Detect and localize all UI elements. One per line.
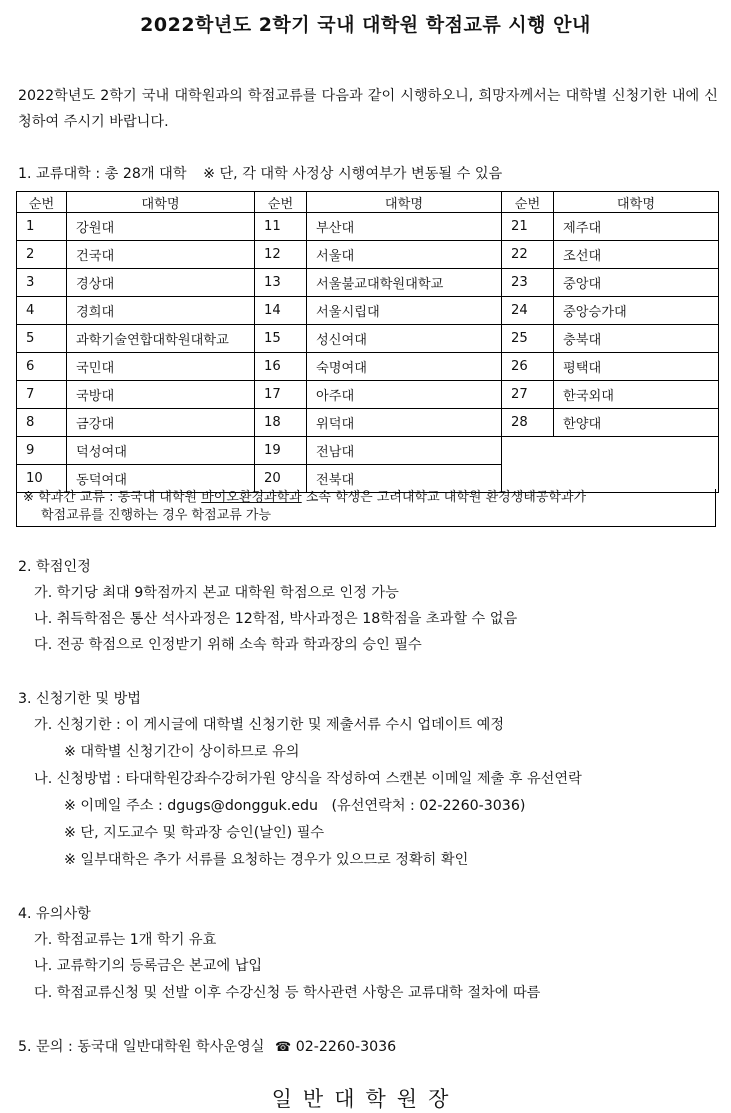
- university-no: 20: [255, 465, 307, 493]
- section3-item-a: 가. 신청기한 : 이 게시글에 대학별 신청기한 및 제출서류 수시 업데이트 예정: [34, 717, 505, 733]
- section4-item: 나. 교류학기의 등록금은 본교에 납입: [34, 958, 263, 974]
- university-name: 덕성여대: [67, 437, 255, 465]
- section2-heading: 2. 학점인정: [18, 559, 91, 575]
- table-note-prefix: ※ 학과간 교류 : 동국대 대학원: [23, 490, 202, 505]
- university-no: 23: [502, 269, 554, 297]
- university-no: 27: [502, 381, 554, 409]
- university-name: 국민대: [67, 353, 255, 381]
- section4-heading: 4. 유의사항: [18, 906, 91, 922]
- university-name: 강원대: [67, 213, 255, 241]
- university-name: 평택대: [554, 353, 719, 381]
- university-name: 금강대: [67, 409, 255, 437]
- university-no: 14: [255, 297, 307, 325]
- section3-email-note: ※ 이메일 주소 : dgugs@dongguk.edu (유선연락처 : 02-2260-3036): [64, 798, 526, 814]
- university-name: 건국대: [67, 241, 255, 269]
- table-row: [17, 381, 719, 409]
- university-no: 15: [255, 325, 307, 353]
- col-header-name: 대학명: [67, 192, 255, 213]
- university-name: 서울시립대: [307, 297, 502, 325]
- university-name: 동덕여대: [67, 465, 255, 493]
- table-row: [17, 269, 719, 297]
- university-no: 19: [255, 437, 307, 465]
- university-no: 9: [17, 437, 67, 465]
- table-row: [17, 213, 719, 241]
- page-title: 2022학년도 2학기 국내 대학원 학점교류 시행 안내: [140, 14, 591, 36]
- table-note: [16, 489, 716, 527]
- university-name: 서울대: [307, 241, 502, 269]
- university-no: 17: [255, 381, 307, 409]
- section5-heading: 5. 문의 : 동국대 일반대학원 학사운영실: [18, 1039, 265, 1055]
- col-header-no: 순번: [502, 192, 554, 213]
- contact-phone: 02-2260-3036: [295, 1039, 397, 1055]
- table-note-suffix: 소속 학생은 고려대학교 대학원 환경생태공학과가: [301, 490, 587, 505]
- university-no: 22: [502, 241, 554, 269]
- section3-extra-docs-note: ※ 일부대학은 추가 서류를 요청하는 경우가 있으므로 정확히 확인: [64, 852, 469, 868]
- university-no: 10: [17, 465, 67, 493]
- table-header-row: [17, 192, 719, 213]
- university-name: 중앙대: [554, 269, 719, 297]
- col-header-no: 순번: [255, 192, 307, 213]
- section5-contact: [18, 1036, 396, 1056]
- section2-item: 나. 취득학점은 통산 석사과정은 12학점, 박사과정은 18학점을 초과할 수 없음: [34, 611, 518, 627]
- university-no: 1: [17, 213, 67, 241]
- section2-item: 가. 학기당 최대 9학점까지 본교 대학원 학점으로 인정 가능: [34, 585, 399, 601]
- university-name: 경상대: [67, 269, 255, 297]
- university-name: 과학기술연합대학원대학교: [67, 325, 255, 353]
- university-name: 부산대: [307, 213, 502, 241]
- university-name: 중앙승가대: [554, 297, 719, 325]
- table-row: [17, 241, 719, 269]
- university-name: 경희대: [67, 297, 255, 325]
- university-no: 21: [502, 213, 554, 241]
- university-no: 24: [502, 297, 554, 325]
- university-no: 13: [255, 269, 307, 297]
- university-no: 5: [17, 325, 67, 353]
- university-name: 국방대: [67, 381, 255, 409]
- table-row: [17, 437, 719, 465]
- section3-item-b: 나. 신청방법 : 타대학원강좌수강허가원 양식을 작성하여 스캔본 이메일 제출 후 유선연락: [34, 771, 582, 787]
- section1-note: ※ 단, 각 대학 사정상 시행여부가 변동될 수 있음: [203, 166, 503, 182]
- university-name: 아주대: [307, 381, 502, 409]
- university-name: 성신여대: [307, 325, 502, 353]
- col-header-name: 대학명: [554, 192, 719, 213]
- university-name: 위덕대: [307, 409, 502, 437]
- university-name: 한양대: [554, 409, 719, 437]
- university-name: 전북대: [307, 465, 502, 493]
- university-no: 12: [255, 241, 307, 269]
- section2-item: 다. 전공 학점으로 인정받기 위해 소속 학과 학과장의 승인 필수: [34, 637, 422, 653]
- section3-approval-note: ※ 단, 지도교수 및 학과장 승인(날인) 필수: [64, 825, 325, 841]
- signature: 일반대학원장: [271, 1087, 460, 1111]
- university-no: 16: [255, 353, 307, 381]
- university-name: 한국외대: [554, 381, 719, 409]
- university-no: 3: [17, 269, 67, 297]
- table-note-underlined: 바이오환경과학과: [201, 490, 302, 505]
- university-no: 8: [17, 409, 67, 437]
- university-table: [16, 191, 719, 493]
- col-header-no: 순번: [17, 192, 67, 213]
- empty-cell: [502, 437, 719, 493]
- university-table-body: [17, 213, 719, 493]
- university-no: 11: [255, 213, 307, 241]
- table-row: [17, 409, 719, 437]
- table-row: [17, 325, 719, 353]
- table-row: [17, 353, 719, 381]
- table-row: [17, 297, 719, 325]
- col-header-name: 대학명: [307, 192, 502, 213]
- university-name: 숙명여대: [307, 353, 502, 381]
- section1-heading: [18, 163, 502, 183]
- table-note-line2: 학점교류를 진행하는 경우 학점교류 가능: [41, 508, 272, 523]
- university-name: 서울불교대학원대학교: [307, 269, 502, 297]
- section4-item: 다. 학점교류신청 및 선발 이후 수강신청 등 학사관련 사항은 교류대학 절차에 따름: [34, 985, 541, 1001]
- university-name: 조선대: [554, 241, 719, 269]
- university-no: 25: [502, 325, 554, 353]
- section3-heading: 3. 신청기한 및 방법: [18, 691, 142, 707]
- university-name: 전남대: [307, 437, 502, 465]
- university-no: 6: [17, 353, 67, 381]
- university-no: 2: [17, 241, 67, 269]
- phone-icon: ☎: [274, 1040, 292, 1055]
- intro-paragraph: 2022학년도 2학기 국내 대학원과의 학점교류를 다음과 같이 시행하오니, 희망자께서는 대학별 신청기한 내에 신청하여 주시기 바랍니다.: [18, 88, 718, 130]
- section3-item-a-note: ※ 대학별 신청기간이 상이하므로 유의: [64, 744, 300, 760]
- university-name: 제주대: [554, 213, 719, 241]
- table-note-line1: [23, 489, 715, 507]
- section4-item: 가. 학점교류는 1개 학기 유효: [34, 932, 217, 948]
- university-no: 18: [255, 409, 307, 437]
- university-no: 26: [502, 353, 554, 381]
- university-no: 7: [17, 381, 67, 409]
- university-name: 충북대: [554, 325, 719, 353]
- section1-heading-text: 1. 교류대학 : 총 28개 대학: [18, 166, 187, 182]
- university-no: 4: [17, 297, 67, 325]
- university-no: 28: [502, 409, 554, 437]
